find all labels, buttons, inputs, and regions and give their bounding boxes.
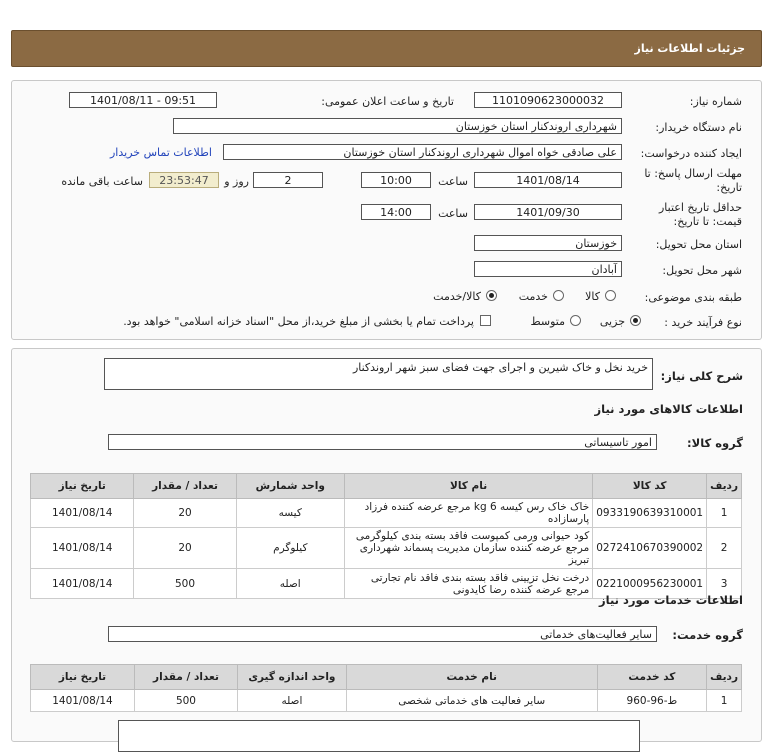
goods-table xyxy=(30,473,742,599)
table-row xyxy=(31,528,742,569)
col-date: تاریخ نیاز xyxy=(31,474,134,499)
row-index: 1 xyxy=(707,690,742,712)
row-date: 1401/08/14 xyxy=(31,499,134,528)
province-field: خوزستان xyxy=(474,235,622,251)
need-number-label: شماره نیاز: xyxy=(689,95,742,108)
treasury-payment-checkbox[interactable] xyxy=(480,315,491,326)
process-radio-medium[interactable] xyxy=(570,315,581,326)
category-radio-goods[interactable] xyxy=(605,290,616,301)
buyer-org-label: نام دستگاه خریدار: xyxy=(655,121,742,134)
category-option-goods: کالا xyxy=(585,290,600,303)
row-code: 0272410670390002 xyxy=(593,528,707,569)
row-qty: 500 xyxy=(134,690,237,712)
treasury-payment-note: پرداخت تمام یا بخشی از مبلغ خرید،از محل "اسناد خزانه اسلامی" خواهد بود. xyxy=(123,315,474,328)
remaining-timer: 23:53:47 xyxy=(149,172,219,188)
city-label: شهر محل تحویل: xyxy=(662,264,742,277)
goods-table-header xyxy=(31,474,742,499)
validity-label-2: قیمت: تا تاریخ: xyxy=(673,215,742,228)
buyer-contact-link[interactable]: اطلاعات تماس خریدار xyxy=(110,146,212,159)
validity-label: حداقل تاریخ اعتبار xyxy=(658,201,742,214)
announce-label: تاریخ و ساعت اعلان عمومی: xyxy=(321,95,454,108)
services-section-title: اطلاعات خدمات مورد نیاز xyxy=(599,593,743,607)
category-radio-goods-service[interactable] xyxy=(486,290,497,301)
description-label: شرح کلی نیاز: xyxy=(660,369,743,383)
page-title: جزئیات اطلاعات نیاز xyxy=(634,42,745,55)
province-label: استان محل تحویل: xyxy=(655,238,742,251)
requester-label: ایجاد کننده درخواست: xyxy=(640,147,742,160)
validity-date-field: 1401/09/30 xyxy=(474,204,622,220)
row-unit: اصله xyxy=(236,569,344,599)
col-index: ردیف xyxy=(707,474,742,499)
row-index: 2 xyxy=(707,528,742,569)
days-remaining-field: 2 xyxy=(253,172,323,188)
announce-field: 1401/08/11 - 09:51 xyxy=(69,92,217,108)
col-code: کد کالا xyxy=(593,474,707,499)
process-label: نوع فرآیند خرید : xyxy=(664,316,742,329)
row-index: 3 xyxy=(707,569,742,599)
category-radio-service[interactable] xyxy=(553,290,564,301)
row-name: درخت نخل تزیینی فاقد بسته بندی فاقد نام تجارتی مرجع عرضه کننده رضا کایدونی xyxy=(344,569,592,599)
days-label: روز و xyxy=(224,175,249,188)
row-name: سایر فعالیت های خدماتی شخصی xyxy=(346,690,597,712)
row-date: 1401/08/14 xyxy=(31,569,134,599)
row-date: 1401/08/14 xyxy=(31,690,135,712)
process-option-medium: متوسط xyxy=(530,315,565,328)
requester-field: علی صادقی خواه اموال شهرداری اروندکنار استان خوزستان xyxy=(223,144,622,160)
row-index: 1 xyxy=(707,499,742,528)
services-group-label: گروه خدمت: xyxy=(672,628,743,642)
row-qty: 20 xyxy=(134,499,236,528)
city-field: آبادان xyxy=(474,261,622,277)
process-option-minor: جزیی xyxy=(599,315,625,328)
deadline-time-label: ساعت xyxy=(438,175,468,188)
row-code: ط-96-960 xyxy=(597,690,706,712)
col-name: نام خدمت xyxy=(346,665,597,690)
row-name: خاک خاک رس کیسه 6 kg مرجع عرضه کننده فرزاد پارسازاده xyxy=(344,499,592,528)
validity-time-field: 14:00 xyxy=(361,204,431,220)
deadline-label-2: تاریخ: xyxy=(716,181,742,194)
col-name: نام کالا xyxy=(344,474,592,499)
table-row xyxy=(31,499,742,528)
goods-group-label: گروه کالا: xyxy=(687,436,743,450)
category-label: طبقه بندی موضوعی: xyxy=(644,291,742,304)
category-option-goods-service: کالا/خدمت xyxy=(433,290,481,303)
need-number-field: 1101090623000032 xyxy=(474,92,622,108)
page-header xyxy=(11,30,762,67)
attachments-box xyxy=(118,720,640,752)
goods-group-field: امور تاسیساتی xyxy=(108,434,657,450)
row-qty: 20 xyxy=(134,528,236,569)
col-code: کد خدمت xyxy=(597,665,706,690)
services-group-field: سایر فعالیت‌های خدماتی xyxy=(108,626,657,642)
row-name: کود حیوانی ورمی کمپوست فاقد بسته بندی کیلوگرمی مرجع عرضه کننده سازمان مدیریت پسماند شهرداری تبریز xyxy=(344,528,592,569)
row-unit: اصله xyxy=(237,690,346,712)
remaining-label: ساعت باقی مانده xyxy=(61,175,143,188)
deadline-time-field: 10:00 xyxy=(361,172,431,188)
col-date: تاریخ نیاز xyxy=(31,665,135,690)
col-index: ردیف xyxy=(707,665,742,690)
process-radio-minor[interactable] xyxy=(630,315,641,326)
buyer-org-field: شهرداری اروندکنار استان خوزستان xyxy=(173,118,622,134)
row-code: 0221000956230001 xyxy=(593,569,707,599)
deadline-date-field: 1401/08/14 xyxy=(474,172,622,188)
row-date: 1401/08/14 xyxy=(31,528,134,569)
category-option-service: خدمت xyxy=(518,290,548,303)
row-unit: کیلوگرم xyxy=(236,528,344,569)
goods-section-title: اطلاعات کالاهای مورد نیاز xyxy=(594,402,743,416)
description-field: خرید نخل و خاک شیرین و اجرای جهت فضای سبز شهر اروندکنار xyxy=(104,358,653,390)
row-unit: کیسه xyxy=(236,499,344,528)
services-table xyxy=(30,664,742,712)
col-unit: واحد شمارش xyxy=(236,474,344,499)
col-qty: تعداد / مقدار xyxy=(134,474,236,499)
validity-time-label: ساعت xyxy=(438,207,468,220)
table-row xyxy=(31,690,742,712)
col-qty: تعداد / مقدار xyxy=(134,665,237,690)
row-code: 0933190639310001 xyxy=(593,499,707,528)
col-unit: واحد اندازه گیری xyxy=(237,665,346,690)
row-qty: 500 xyxy=(134,569,236,599)
services-table-header xyxy=(31,665,742,690)
deadline-label: مهلت ارسال پاسخ: تا xyxy=(644,167,742,180)
